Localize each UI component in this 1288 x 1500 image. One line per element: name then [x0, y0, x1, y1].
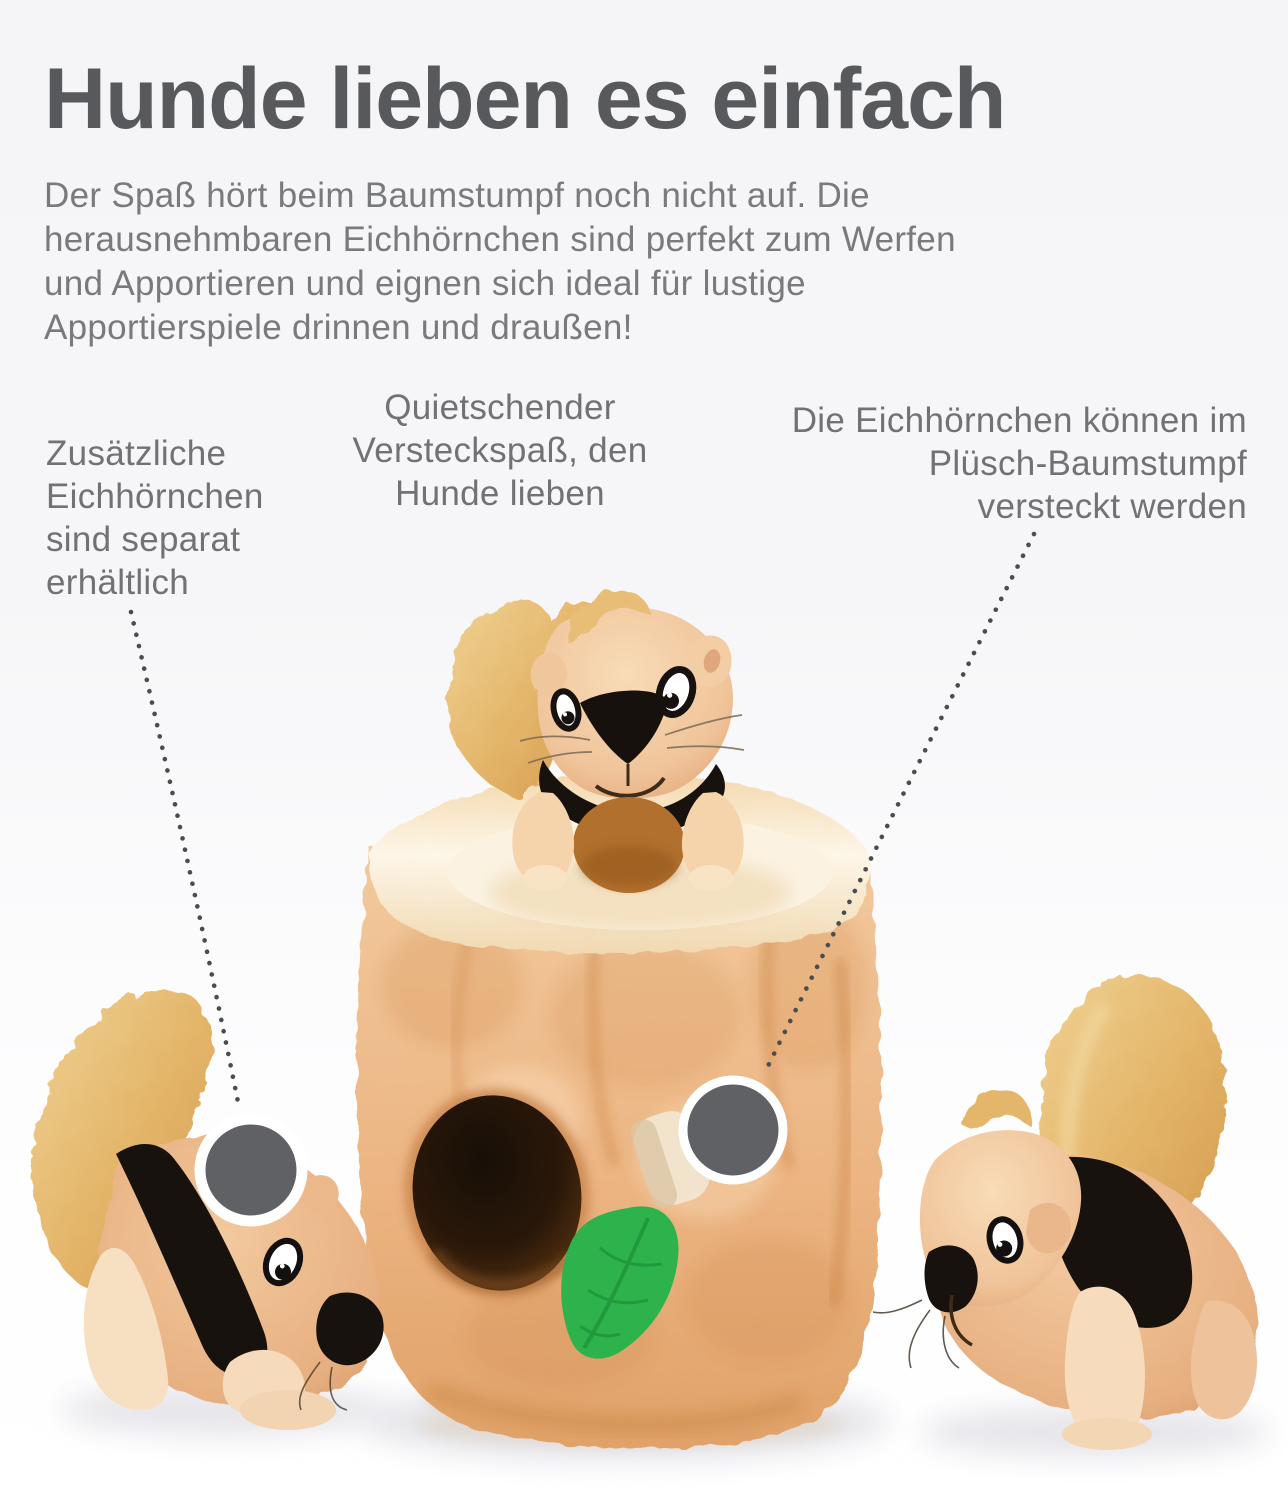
- callout-line: Quietschender: [384, 388, 616, 427]
- callout-extra-squirrels: [46, 432, 264, 604]
- callout-line: Versteckspaß, den: [352, 431, 648, 470]
- intro-line: herausnehmbaren Eichhörnchen sind perfekt zum Werfen: [44, 220, 956, 259]
- marker-dot-right: [683, 1080, 783, 1180]
- intro-paragraph: [44, 174, 956, 350]
- right-squirrel-foot: [1062, 1418, 1152, 1450]
- callout-line: Zusätzliche: [46, 434, 227, 473]
- left-squirrel-nose-patch: [316, 1293, 383, 1366]
- right-squirrel: [873, 975, 1258, 1450]
- left-squirrel: [34, 988, 384, 1430]
- paw: [523, 865, 567, 891]
- leader-line-right: [766, 534, 1034, 1070]
- callout-line: Plüsch-Baumstumpf: [928, 444, 1247, 483]
- callout-line: versteckt werden: [977, 487, 1247, 526]
- right-squirrel-tuft: [962, 1090, 1031, 1129]
- intro-line: und Apportieren und eignen sich ideal für lustige: [44, 264, 806, 303]
- callout-line: Hunde lieben: [395, 474, 605, 513]
- intro-line: Apportierspiele drinnen und draußen!: [44, 308, 633, 347]
- callout-line: erhältlich: [46, 563, 190, 602]
- paw: [689, 865, 733, 891]
- intro-line: Der Spaß hört beim Baumstumpf noch nicht auf. Die: [44, 176, 870, 215]
- left-squirrel-foot: [240, 1390, 336, 1430]
- callout-line: sind separat: [46, 520, 241, 559]
- headline: Hunde lieben es einfach: [44, 51, 1006, 147]
- callout-line: Die Eichhörnchen können im: [791, 401, 1247, 440]
- chest-shadow: [581, 846, 677, 886]
- callout-line: Eichhörnchen: [46, 477, 264, 516]
- callout-squeaky-fun: [300, 386, 700, 515]
- marker-dot-left: [200, 1119, 302, 1221]
- callout-hide-in-stump: [687, 399, 1247, 528]
